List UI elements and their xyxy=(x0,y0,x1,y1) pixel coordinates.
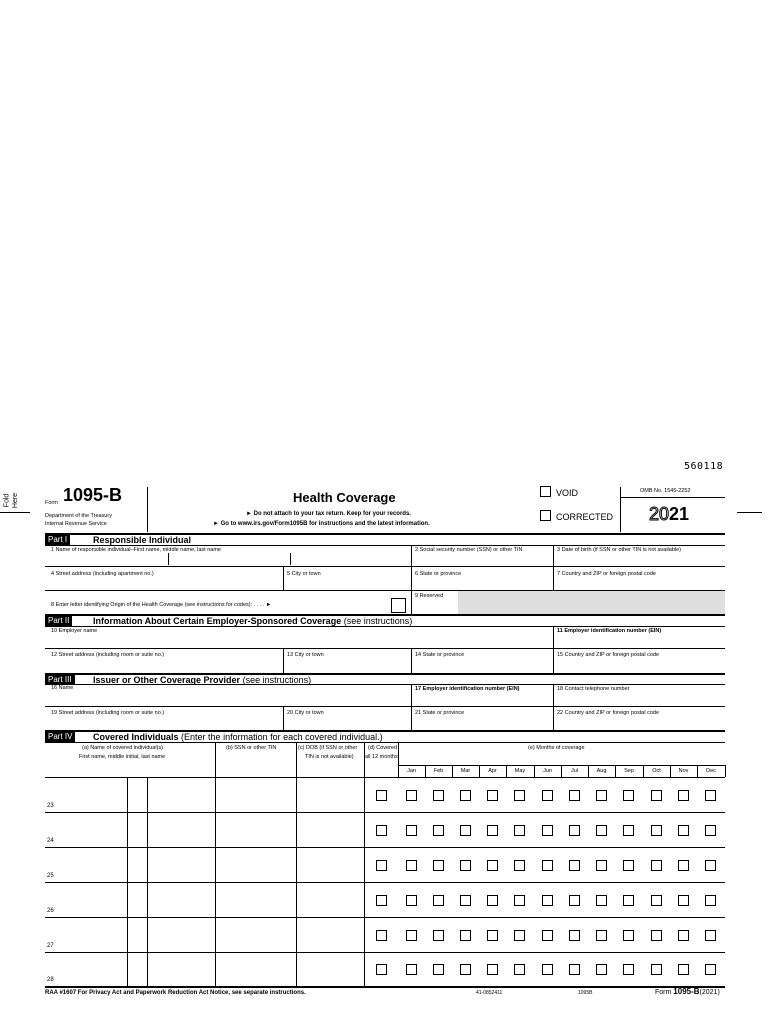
tax-year xyxy=(649,505,689,523)
part4-tag: Part IV xyxy=(45,732,75,742)
field-14-label: 14 State or province xyxy=(415,652,465,658)
p2-v1 xyxy=(553,626,554,674)
field-19-label: 19 Street address (including room or suite no.) xyxy=(51,710,165,716)
field-6-label: 6 State or province xyxy=(415,571,462,577)
month-checkbox-jan-27[interactable] xyxy=(406,930,417,941)
month-checkbox-dec-26[interactable] xyxy=(705,895,716,906)
covered-all-12-months-checkbox-26[interactable] xyxy=(376,895,387,906)
omb-underline xyxy=(621,497,725,498)
field-21-label: 21 State or province xyxy=(415,710,465,716)
month-checkbox-nov-27[interactable] xyxy=(678,930,689,941)
form-title: Health Coverage xyxy=(293,490,396,505)
col-b-label: (b) SSN or other TIN xyxy=(226,745,277,751)
month-checkbox-sep-23[interactable] xyxy=(623,790,634,801)
month-checkbox-feb-24[interactable] xyxy=(433,825,444,836)
p2-h0 xyxy=(45,626,725,627)
col-d-label2: all 12 months xyxy=(365,754,398,760)
department-line2: Internal Revenue Service xyxy=(45,521,107,527)
month-checkbox-feb-27[interactable] xyxy=(433,930,444,941)
month-sep-4 xyxy=(506,765,507,777)
reserved-shaded-area xyxy=(458,591,725,614)
month-checkbox-aug-26[interactable] xyxy=(596,895,607,906)
month-checkbox-may-28[interactable] xyxy=(514,964,525,975)
month-header-feb: Feb xyxy=(433,768,444,774)
col-sep-head-0 xyxy=(215,742,216,777)
catalog-number: 41-0852411 xyxy=(476,990,503,996)
part2-tag: Part II xyxy=(45,616,72,626)
month-checkbox-jan-24[interactable] xyxy=(406,825,417,836)
month-checkbox-jun-26[interactable] xyxy=(542,895,553,906)
p1-v1 xyxy=(168,553,169,565)
department-line1: Department of the Treasury xyxy=(45,513,112,519)
p1-h1 xyxy=(45,566,725,567)
form-code: 1095B xyxy=(578,990,593,996)
void-checkbox[interactable] xyxy=(540,486,551,497)
month-checkbox-nov-24[interactable] xyxy=(678,825,689,836)
month-sep-3 xyxy=(479,765,480,777)
month-sep-10 xyxy=(670,765,671,777)
part1-title-rule xyxy=(45,545,725,546)
month-checkbox-jun-27[interactable] xyxy=(542,930,553,941)
p2-v2 xyxy=(283,648,284,674)
month-sep-7 xyxy=(588,765,589,777)
month-header-jun: Jun xyxy=(543,768,552,774)
month-checkbox-jan-28[interactable] xyxy=(406,964,417,975)
row-rule-24 xyxy=(45,812,725,813)
year-bold: 21 xyxy=(669,504,690,524)
month-checkbox-jan-23[interactable] xyxy=(406,790,417,801)
month-checkbox-feb-25[interactable] xyxy=(433,860,444,871)
month-checkbox-oct-26[interactable] xyxy=(651,895,662,906)
p4-h0 xyxy=(45,742,725,743)
row-number-27: 27 xyxy=(47,943,54,949)
month-checkbox-oct-24[interactable] xyxy=(651,825,662,836)
month-header-oct: Oct xyxy=(652,768,661,774)
field-18-label: 18 Contact telephone number xyxy=(557,686,630,692)
month-checkbox-dec-23[interactable] xyxy=(705,790,716,801)
month-checkbox-dec-28[interactable] xyxy=(705,964,716,975)
field-10-label: 10 Employer name xyxy=(51,628,98,634)
month-checkbox-jul-25[interactable] xyxy=(569,860,580,871)
corrected-label: CORRECTED xyxy=(556,512,614,522)
month-header-dec: Dec xyxy=(706,768,716,774)
field-2-label: 2 Social security number (SSN) or other TIN xyxy=(415,547,523,553)
part2-title xyxy=(93,616,412,626)
month-sep-5 xyxy=(534,765,535,777)
field-1-label: 1 Name of responsible individual–First name, middle name, last name xyxy=(51,547,221,553)
month-checkbox-oct-25[interactable] xyxy=(651,860,662,871)
month-checkbox-oct-27[interactable] xyxy=(651,930,662,941)
row-rule-26 xyxy=(45,882,725,883)
col-e-label: (e) Months of coverage xyxy=(528,745,585,751)
month-checkbox-nov-23[interactable] xyxy=(678,790,689,801)
form-word: Form xyxy=(45,500,58,506)
month-checkbox-may-25[interactable] xyxy=(514,860,525,871)
month-checkbox-may-24[interactable] xyxy=(514,825,525,836)
month-checkbox-jun-25[interactable] xyxy=(542,860,553,871)
field-15-label: 15 Country and ZIP or foreign postal code xyxy=(557,652,660,658)
field-12-label: 12 Street address (including room or suite no.) xyxy=(51,652,165,658)
col-a-label1: (a) Name of covered individual(s) xyxy=(82,745,164,751)
month-header-mar: Mar xyxy=(460,768,471,774)
barcode-number: 560118 xyxy=(684,461,724,472)
month-sep-12 xyxy=(725,765,726,777)
month-checkbox-mar-24[interactable] xyxy=(460,825,471,836)
part2-note: (see instructions) xyxy=(343,616,413,626)
origin-code-box[interactable] xyxy=(391,598,406,613)
month-checkbox-aug-25[interactable] xyxy=(596,860,607,871)
month-checkbox-dec-25[interactable] xyxy=(705,860,716,871)
row-number-25: 25 xyxy=(47,873,54,879)
p3-h1 xyxy=(45,706,725,707)
field-22-label: 22 Country and ZIP or foreign postal code xyxy=(557,710,660,716)
field-9-label: 9 Reserved xyxy=(415,593,444,599)
part1-title: Responsible Individual xyxy=(93,535,192,545)
col-c-label2: TIN is not available) xyxy=(305,754,354,760)
field-20-label: 20 City or town xyxy=(287,710,324,716)
row-rule-25 xyxy=(45,847,725,848)
part3-note: (see instructions) xyxy=(242,675,312,685)
month-checkbox-apr-27[interactable] xyxy=(487,930,498,941)
month-checkbox-jan-25[interactable] xyxy=(406,860,417,871)
void-label: VOID xyxy=(556,488,579,498)
month-sep-6 xyxy=(561,765,562,777)
p2-h1 xyxy=(45,648,725,649)
month-checkbox-sep-24[interactable] xyxy=(623,825,634,836)
row-number-23: 23 xyxy=(47,803,54,809)
month-checkbox-sep-28[interactable] xyxy=(623,964,634,975)
month-checkbox-feb-23[interactable] xyxy=(433,790,444,801)
part3-tag: Part III xyxy=(45,675,75,685)
month-header-apr: Apr xyxy=(488,768,497,774)
month-checkbox-may-27[interactable] xyxy=(514,930,525,941)
month-checkbox-feb-28[interactable] xyxy=(433,964,444,975)
month-checkbox-jan-26[interactable] xyxy=(406,895,417,906)
month-checkbox-jul-24[interactable] xyxy=(569,825,580,836)
row-number-24: 24 xyxy=(47,838,54,844)
month-header-aug: Aug xyxy=(596,768,607,774)
month-checkbox-mar-26[interactable] xyxy=(460,895,471,906)
month-checkbox-jun-23[interactable] xyxy=(542,790,553,801)
corrected-checkbox[interactable] xyxy=(540,510,551,521)
month-checkbox-mar-28[interactable] xyxy=(460,964,471,975)
month-checkbox-may-23[interactable] xyxy=(514,790,525,801)
p1-v5 xyxy=(283,566,284,590)
month-checkbox-dec-27[interactable] xyxy=(705,930,716,941)
covered-all-12-months-checkbox-24[interactable] xyxy=(376,825,387,836)
omb-number: OMB No. 1545-2252 xyxy=(640,488,691,494)
part3-title-text: Issuer or Other Coverage Provider xyxy=(93,675,241,685)
month-checkbox-oct-28[interactable] xyxy=(651,964,662,975)
month-sep-11 xyxy=(697,765,698,777)
month-checkbox-apr-28[interactable] xyxy=(487,964,498,975)
header-divider-left xyxy=(147,487,148,532)
month-header-jul: Jul xyxy=(570,768,579,774)
p1-v2 xyxy=(290,553,291,565)
field-11-label: 11 Employer identification number (EIN) xyxy=(557,628,662,634)
month-checkbox-may-26[interactable] xyxy=(514,895,525,906)
field-5-label: 5 City or town xyxy=(287,571,321,577)
form-number: 1095-B xyxy=(63,485,123,505)
p3-v2 xyxy=(553,684,554,731)
month-checkbox-sep-27[interactable] xyxy=(623,930,634,941)
month-sep-2 xyxy=(452,765,453,777)
footer-form-number: 1095-B xyxy=(673,987,700,996)
month-checkbox-oct-23[interactable] xyxy=(651,790,662,801)
p1-v4 xyxy=(553,545,554,590)
col-d-label1: (d) Covered xyxy=(368,745,398,751)
month-checkbox-mar-27[interactable] xyxy=(460,930,471,941)
month-checkbox-nov-25[interactable] xyxy=(678,860,689,871)
year-light: 20 xyxy=(649,504,670,524)
fold-line-right xyxy=(737,512,762,513)
month-checkbox-apr-26[interactable] xyxy=(487,895,498,906)
footer-form-year: (2021) xyxy=(699,989,720,996)
covered-all-12-months-checkbox-25[interactable] xyxy=(376,860,387,871)
covered-all-12-months-checkbox-23[interactable] xyxy=(376,790,387,801)
month-checkbox-jul-28[interactable] xyxy=(569,964,580,975)
month-checkbox-nov-28[interactable] xyxy=(678,964,689,975)
month-checkbox-jul-27[interactable] xyxy=(569,930,580,941)
header-divider-right xyxy=(620,487,621,532)
covered-all-12-months-checkbox-27[interactable] xyxy=(376,930,387,941)
month-header-may: May xyxy=(514,768,526,774)
footer-form-id xyxy=(655,988,720,996)
p1-v3 xyxy=(411,545,412,614)
part1-tag: Part I xyxy=(45,535,70,545)
row-number-26: 26 xyxy=(47,908,54,914)
month-checkbox-jun-28[interactable] xyxy=(542,964,553,975)
row-rule-28 xyxy=(45,952,725,953)
footer-form-word: Form xyxy=(655,989,672,996)
row-number-28: 28 xyxy=(47,977,54,983)
month-checkbox-apr-25[interactable] xyxy=(487,860,498,871)
footer-rule xyxy=(45,986,725,988)
month-checkbox-apr-23[interactable] xyxy=(487,790,498,801)
p3-v1 xyxy=(411,684,412,731)
col-sep-head-2 xyxy=(364,742,365,777)
row-rule-27 xyxy=(45,917,725,918)
fold-label: Fold xyxy=(3,493,11,508)
month-checkbox-jun-24[interactable] xyxy=(542,825,553,836)
part4-note: (Enter the information for each covered individual.) xyxy=(181,732,383,742)
month-checkbox-sep-25[interactable] xyxy=(623,860,634,871)
part2-title-text: Information About Certain Employer-Sponsored Coverage xyxy=(93,616,342,626)
col-a-label2: First name, middle initial, last name xyxy=(79,754,166,760)
field-17-label: 17 Employer identification number (EIN) xyxy=(415,686,520,692)
month-header-nov: Nov xyxy=(678,768,689,774)
month-sep-8 xyxy=(615,765,616,777)
col-sep-head-1 xyxy=(296,742,297,777)
fold-line-left xyxy=(0,512,30,513)
month-checkbox-sep-26[interactable] xyxy=(623,895,634,906)
month-sep-9 xyxy=(643,765,644,777)
p2-v3 xyxy=(411,648,412,674)
month-checkbox-jul-23[interactable] xyxy=(569,790,580,801)
month-header-jan: Jan xyxy=(407,768,416,774)
p3-h0 xyxy=(45,684,725,685)
covered-all-12-months-checkbox-28[interactable] xyxy=(376,964,387,975)
month-checkbox-jul-26[interactable] xyxy=(569,895,580,906)
part4-title-text: Covered Individuals xyxy=(93,732,179,742)
part4-title xyxy=(93,732,383,742)
month-checkbox-dec-24[interactable] xyxy=(705,825,716,836)
field-8-label: 8 Enter letter identifying Origin of the Health Coverage (see instructions for codes): . . . . ► xyxy=(51,602,272,608)
month-checkbox-aug-28[interactable] xyxy=(596,964,607,975)
field-16-label: 16 Name xyxy=(51,685,74,691)
instruction-line1: ► Do not attach to your tax return. Keep for your records. xyxy=(246,511,411,517)
month-checkbox-aug-27[interactable] xyxy=(596,930,607,941)
month-checkbox-aug-23[interactable] xyxy=(596,790,607,801)
month-checkbox-aug-24[interactable] xyxy=(596,825,607,836)
month-checkbox-apr-24[interactable] xyxy=(487,825,498,836)
month-checkbox-mar-23[interactable] xyxy=(460,790,471,801)
month-sep-1 xyxy=(425,765,426,777)
field-7-label: 7 Country and ZIP or foreign postal code xyxy=(557,571,656,577)
month-checkbox-nov-26[interactable] xyxy=(678,895,689,906)
p3-v3 xyxy=(283,706,284,731)
here-label: Here xyxy=(12,492,20,509)
month-checkbox-feb-26[interactable] xyxy=(433,895,444,906)
raa-notice: RAA #1607 For Privacy Act and Paperwork Reduction Act Notice, see separate instructions. xyxy=(45,990,306,996)
field-4-label: 4 Street address (including apartment no.) xyxy=(51,571,154,577)
month-checkbox-mar-25[interactable] xyxy=(460,860,471,871)
col-c-label1: (c) DOB (if SSN or other xyxy=(298,745,358,751)
field-13-label: 13 City or town xyxy=(287,652,324,658)
month-header-sep: Sep xyxy=(624,768,634,774)
field-3-label: 3 Date of birth (if SSN or other TIN is not available) xyxy=(557,547,682,553)
instruction-line2: ► Go to www.irs.gov/Form1095B for instructions and the latest information. xyxy=(213,521,430,527)
